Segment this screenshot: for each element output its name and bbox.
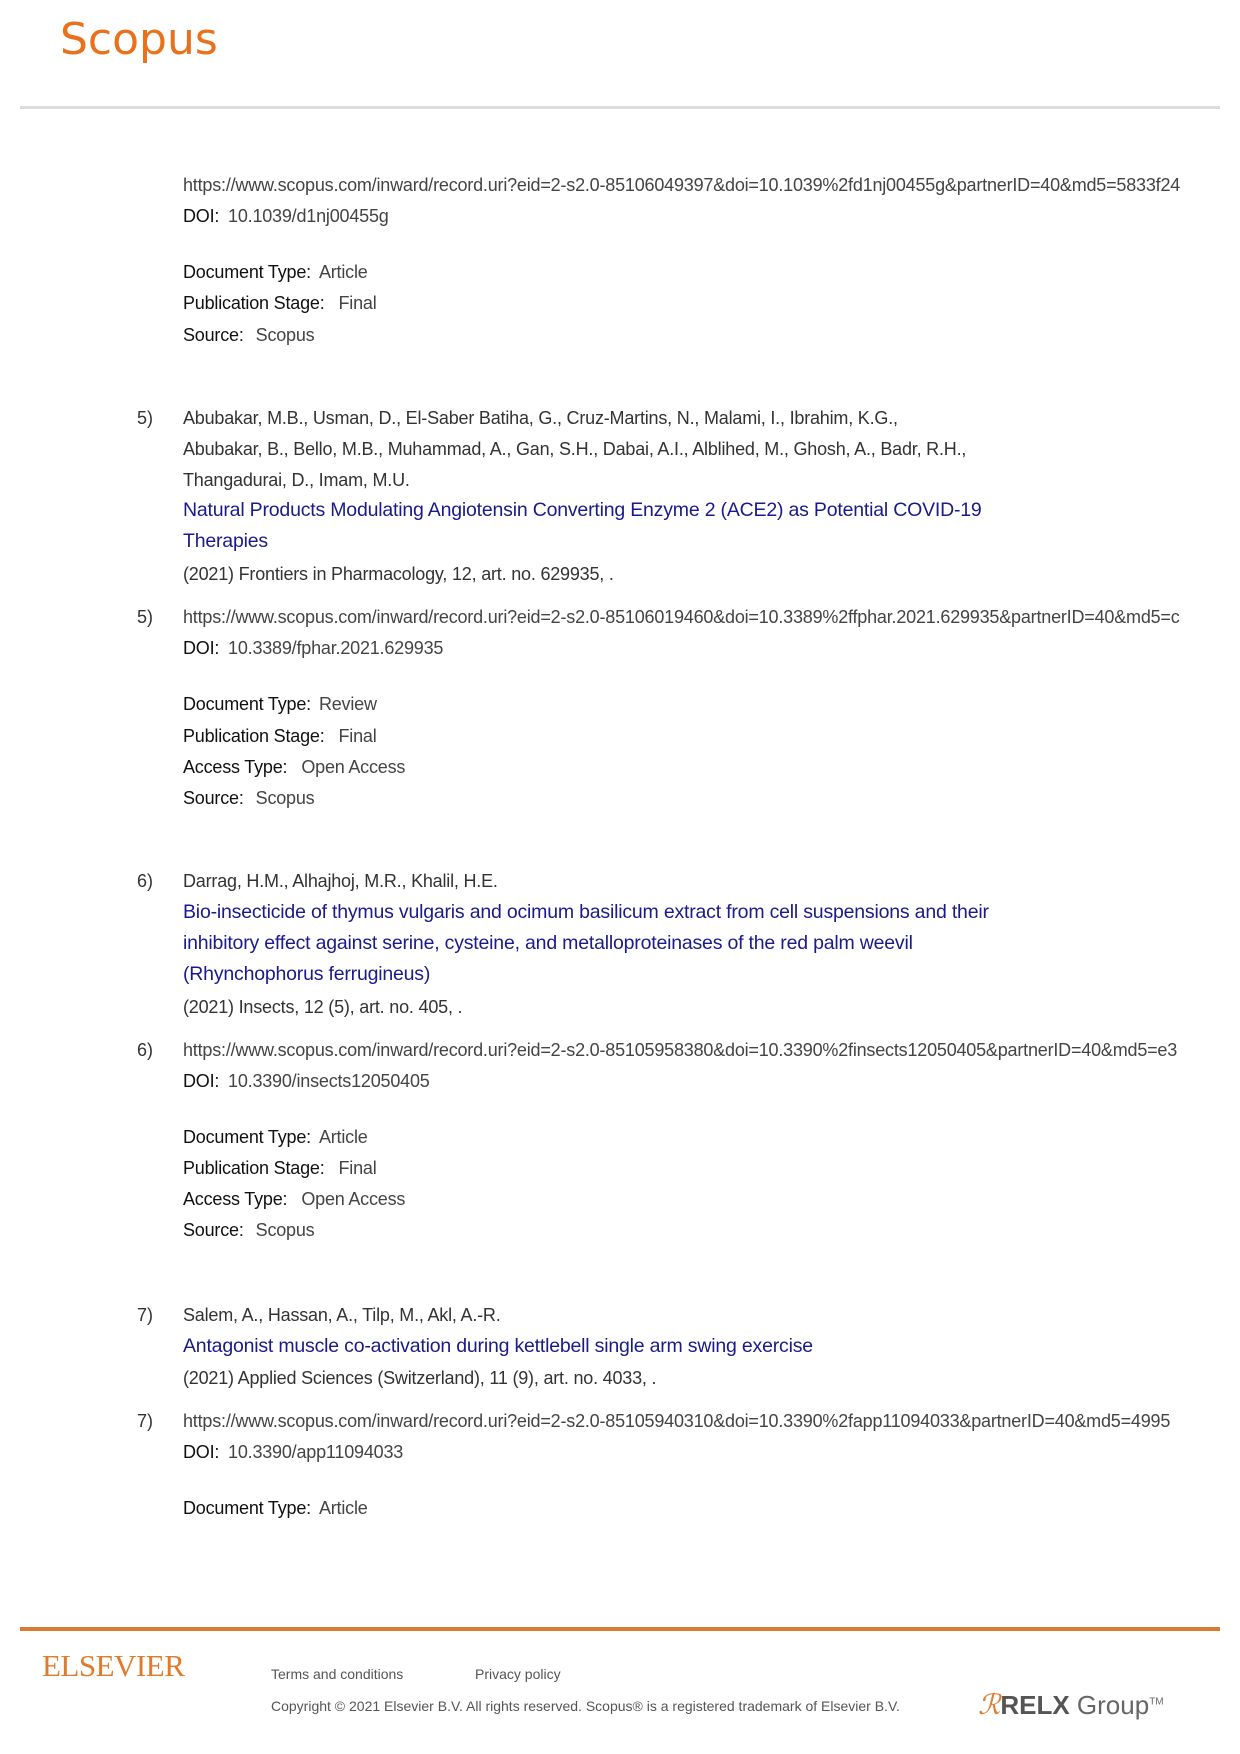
authors-line: Abubakar, B., Bello, M.B., Muhammad, A., Gan, S.H., Dabai, A.I., Alblihed, M., Ghosh, A., Badr, R.H., <box>183 439 967 459</box>
meta-label: Document Type: <box>183 262 311 282</box>
entry-number: 6) <box>137 871 154 891</box>
article-title-link[interactable]: inhibitory effect against serine, cysteine, and metalloproteinases of the red palm weevil <box>183 932 913 954</box>
citation: (2021) Frontiers in Pharmacology, 12, art. no. 629935, . <box>183 564 614 584</box>
doi-line <box>183 1070 430 1092</box>
article-title-link[interactable]: Antagonist muscle co-activation during kettlebell single arm swing exercise <box>183 1335 813 1357</box>
article-title-link[interactable]: (Rhynchophorus ferrugineus) <box>183 963 431 985</box>
meta-value: Open Access <box>301 757 406 777</box>
doi-label: DOI: <box>183 1071 220 1091</box>
meta-source <box>183 1219 314 1241</box>
doi-value: 10.1039/d1nj00455g <box>228 206 389 226</box>
doi-label: DOI: <box>183 206 220 226</box>
terms-link[interactable]: Terms and conditions <box>271 1666 404 1682</box>
meta-document-type <box>183 261 368 283</box>
meta-publication-stage <box>183 725 377 747</box>
meta-label: Access Type: <box>183 757 288 777</box>
meta-access-type <box>183 1188 405 1210</box>
relx-logo <box>978 1688 1164 1721</box>
meta-value: Final <box>338 1158 377 1178</box>
meta-value: Article <box>318 262 368 282</box>
article-title-link[interactable]: Bio-insecticide of thymus vulgaris and ocimum basilicum extract from cell suspensions and their <box>183 901 989 923</box>
relx-wordmark: RELX <box>1000 1690 1070 1720</box>
record-url[interactable]: https://www.scopus.com/inward/record.uri?eid=2-s2.0-85106049397&doi=10.1039%2fd1nj00455g&partnerID=40&md5=5833f24 <box>183 175 1181 195</box>
trademark: TM <box>1149 1696 1164 1708</box>
doi-label: DOI: <box>183 638 220 658</box>
meta-value: Article <box>318 1127 368 1147</box>
meta-source <box>183 787 314 809</box>
article-title-link[interactable]: Natural Products Modulating Angiotensin Converting Enzyme 2 (ACE2) as Potential COVID-19 <box>183 499 982 521</box>
doi-value: 10.3389/fphar.2021.629935 <box>228 638 444 658</box>
header-divider <box>20 106 1220 109</box>
entry-number: 7) <box>137 1305 154 1325</box>
entry-number: 5) <box>137 408 154 428</box>
meta-label: Publication Stage: <box>183 293 325 313</box>
meta-publication-stage <box>183 1157 377 1179</box>
entry-number: 7) <box>137 1411 154 1431</box>
meta-value: Final <box>338 726 377 746</box>
meta-label: Access Type: <box>183 1189 288 1209</box>
record-url[interactable]: https://www.scopus.com/inward/record.uri?eid=2-s2.0-85105940310&doi=10.3390%2fapp11094033&partnerID=40&md5=4995 <box>183 1411 1171 1431</box>
elsevier-logo: ELSEVIER <box>42 1648 185 1683</box>
meta-document-type <box>183 693 377 715</box>
meta-label: Source: <box>183 325 244 345</box>
meta-label: Source: <box>183 1220 244 1240</box>
meta-value: Open Access <box>301 1189 406 1209</box>
citation: (2021) Insects, 12 (5), art. no. 405, . <box>183 997 463 1017</box>
meta-value: Scopus <box>255 788 315 808</box>
meta-label: Publication Stage: <box>183 1158 325 1178</box>
doi-line <box>183 637 443 659</box>
privacy-link[interactable]: Privacy policy <box>475 1666 561 1682</box>
meta-label: Source: <box>183 788 244 808</box>
authors-line: Salem, A., Hassan, A., Tilp, M., Akl, A.-R. <box>183 1305 501 1325</box>
meta-value: Scopus <box>255 1220 315 1240</box>
doi-value: 10.3390/app11094033 <box>228 1442 404 1462</box>
doi-value: 10.3390/insects12050405 <box>228 1071 430 1091</box>
scopus-logo: Scopus <box>60 14 218 65</box>
record-url[interactable]: https://www.scopus.com/inward/record.uri?eid=2-s2.0-85105958380&doi=10.3390%2finsects12050405&partnerID=40&md5=e3 <box>183 1040 1178 1060</box>
meta-access-type <box>183 756 405 778</box>
meta-label: Document Type: <box>183 1127 311 1147</box>
footer-divider <box>20 1627 1220 1631</box>
entry-number: 6) <box>137 1040 154 1060</box>
record-url[interactable]: https://www.scopus.com/inward/record.uri?eid=2-s2.0-85106019460&doi=10.3389%2ffphar.2021.629935&partnerID=40&md5=c <box>183 607 1180 627</box>
relx-mark-icon: ℛ <box>978 1688 1001 1721</box>
meta-value: Scopus <box>255 325 315 345</box>
entry-number: 5) <box>137 607 154 627</box>
article-title-link[interactable]: Therapies <box>183 530 268 552</box>
authors-line: Darrag, H.M., Alhajhoj, M.R., Khalil, H.E. <box>183 871 498 891</box>
meta-label: Document Type: <box>183 694 311 714</box>
meta-value: Review <box>318 694 377 714</box>
meta-value: Final <box>338 293 377 313</box>
doi-line <box>183 1441 403 1463</box>
meta-document-type <box>183 1126 368 1148</box>
meta-label: Publication Stage: <box>183 726 325 746</box>
meta-label: Document Type: <box>183 1498 311 1518</box>
meta-publication-stage <box>183 292 377 314</box>
relx-group-wordmark: Group <box>1076 1690 1150 1720</box>
copyright-text: Copyright © 2021 Elsevier B.V. All rights reserved. Scopus® is a registered trademark of Elsevier B.V. <box>271 1698 900 1714</box>
authors-line: Abubakar, M.B., Usman, D., El-Saber Batiha, G., Cruz-Martins, N., Malami, I., Ibrahim, K.G., <box>183 408 898 428</box>
authors-line: Thangadurai, D., Imam, M.U. <box>183 470 410 490</box>
meta-source <box>183 324 314 346</box>
meta-value: Article <box>318 1498 368 1518</box>
citation: (2021) Applied Sciences (Switzerland), 11 (9), art. no. 4033, . <box>183 1368 657 1388</box>
doi-label: DOI: <box>183 1442 220 1462</box>
doi-line <box>183 205 389 227</box>
meta-document-type <box>183 1497 368 1519</box>
